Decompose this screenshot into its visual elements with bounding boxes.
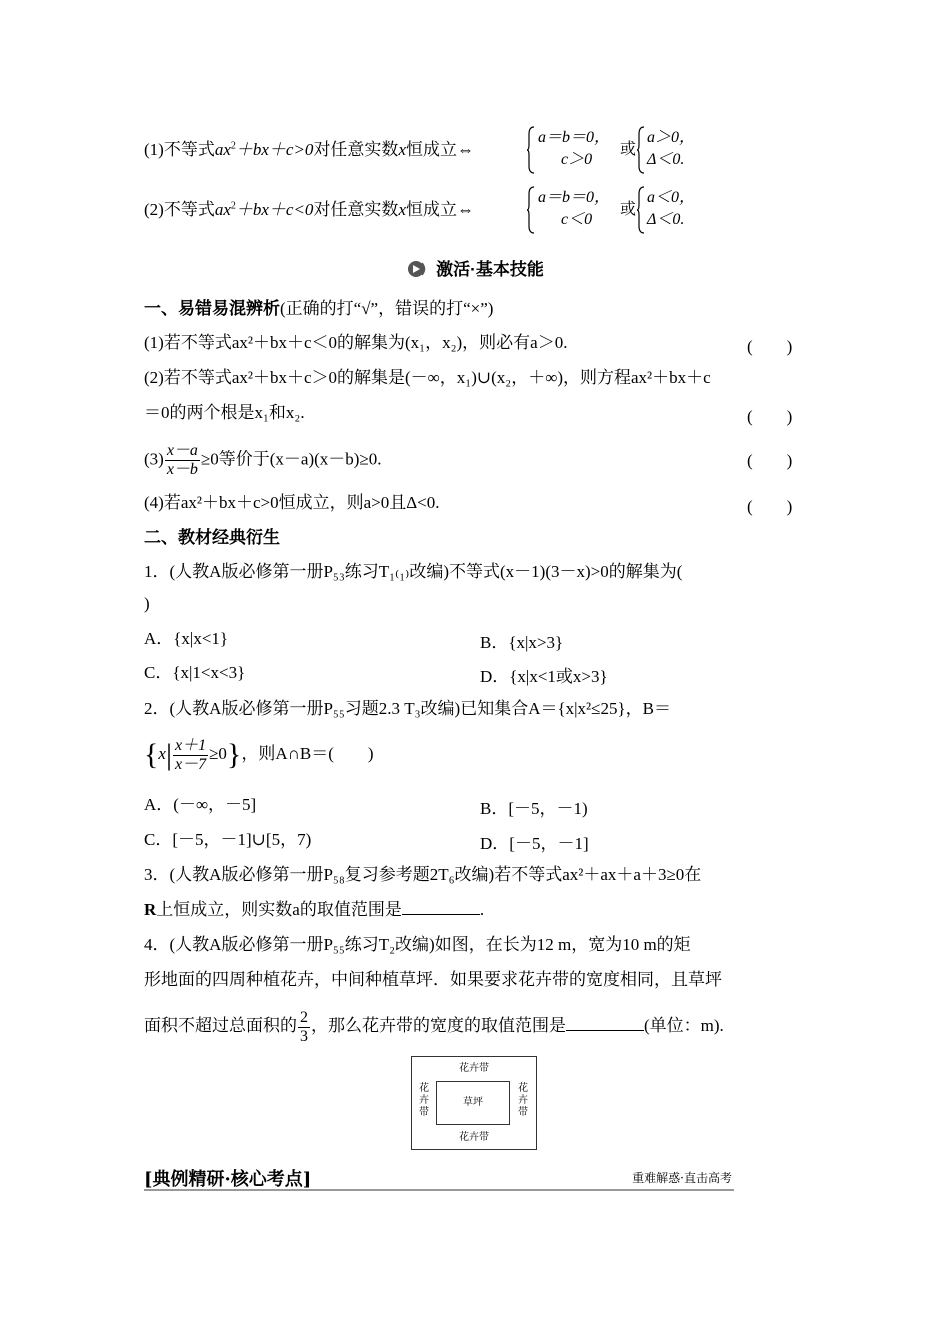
figure-lawn [436, 1081, 510, 1125]
theorem-1-case1-line1: a＝b＝0， [538, 129, 611, 146]
problem-4-line3: 面积不超过总面积的 $\frac{2}{3}$ ，那么花卉带的宽度的取值范围是 (单位：m). [144, 1008, 724, 1045]
play-circle-icon [406, 260, 428, 278]
left-brace-icon [636, 186, 646, 234]
theorem-2-case2-line1: a＜0， [647, 189, 696, 206]
question-4: (4)若ax²＋bx＋c>0恒成立，则a>0且Δ<0. [144, 493, 440, 512]
left-brace-icon [636, 126, 646, 174]
figure-label-left: 花 卉 带 [419, 1083, 429, 1118]
q3-fraction: $\frac{x-a}{x-b}$ [166, 442, 198, 478]
question-2-line2: ＝0的两个根是x₁和x₂. [144, 403, 305, 422]
theorem-1-case2-line1: a＞0， [647, 129, 696, 146]
problem-2-option-c[interactable]: C．[－5，－1]∪[5，7) [144, 830, 312, 849]
left-brace-icon [526, 126, 536, 174]
problem-1-option-d[interactable]: D．{x|x<1或x>3} [480, 667, 608, 686]
theorem-1-or: 或 [620, 141, 637, 158]
problem-1-line2: ) [144, 594, 150, 613]
theorem-2-case1-line1: a＝b＝0， [538, 189, 611, 206]
theorem-2-case2-line2: Δ＜0. [647, 211, 685, 228]
p2-fraction: $\frac{x+1}{x-7}$ [174, 736, 207, 773]
problem-3-line1: 3．(人教A版必修第一册P₅₈复习参考题2T₆改编)若不等式ax²＋ax＋a＋3≥0在 [144, 865, 702, 884]
section-heading: 激活·基本技能 [0, 255, 950, 280]
problem-3-line2: R上恒成立，则实数a的取值范围是 . [144, 900, 485, 919]
answer-blank-4[interactable] [566, 1014, 644, 1031]
footer-subtitle: 重难解惑·直击高考 [632, 1171, 732, 1185]
section-footer [144, 1165, 734, 1191]
theorem-item-2: (2)不等式$ax^2+bx+c<0$对任意实数x恒成立⇔ [144, 200, 474, 219]
theorem-1-case1-line2: c＞0 [561, 151, 593, 168]
theorem-1-case2-line2: Δ＜0. [647, 151, 685, 168]
problem-2-line2: {x| $\frac{x+1}{x-7}$ ≥0}，则A∩B＝( ) [144, 736, 374, 773]
theorem-2-or: 或 [620, 201, 637, 218]
question-2-line1: (2)若不等式ax²＋bx＋c＞0的解集是(－∞，x₁)∪(x₂，＋∞)，则方程ax²＋bx＋c [144, 368, 711, 387]
answer-paren-1[interactable]: ( ) [747, 337, 793, 356]
problem-1-line1: 1．(人教A版必修第一册P₅₃练习T₁₍₁₎改编)不等式(x－1)(3－x)>0的解集为( [144, 562, 683, 581]
theorem-2-case1-line2: c＜0 [561, 211, 593, 228]
problem-1-option-c[interactable]: C．{x|1<x<3} [144, 663, 246, 682]
footer-title: [典例精研·核心考点] [144, 1169, 312, 1190]
question-1: (1)若不等式ax²＋bx＋c＜0的解集为(x₁，x₂)，则必有a＞0. [144, 333, 568, 352]
problem-2-line1: 2．(人教A版必修第一册P₅₅习题2.3 T₃改编)已知集合A＝{x|x²≤25}，B＝ [144, 699, 671, 718]
garden-figure [411, 1056, 537, 1150]
figure-label-bottom: 花卉带 [459, 1132, 489, 1143]
answer-paren-2[interactable]: ( ) [747, 407, 793, 426]
problem-2-option-b[interactable]: B．[－5，－1) [480, 799, 588, 818]
theorem-item-1: (1)不等式$ax^2+bx+c>0$对任意实数x恒成立⇔ [144, 140, 474, 159]
answer-paren-4[interactable]: ( ) [747, 497, 793, 516]
problem-4-line2: 形地面的四周种植花卉，中间种植草坪．如果要求花卉带的宽度相同，且草坪 [144, 970, 722, 989]
part2-title: 二、教材经典衍生 [144, 528, 280, 547]
problem-2-option-a[interactable]: A．(－∞，－5] [144, 795, 257, 814]
answer-blank-3[interactable] [402, 898, 480, 915]
problem-2-option-d[interactable]: D．[－5，－1] [480, 834, 589, 853]
figure-label-top: 花卉带 [459, 1063, 489, 1074]
part1-title-line: 一、易错易混辨析(正确的打“√”，错误的打“×”) [144, 299, 494, 318]
p4-fraction: $\frac{2}{3}$ [300, 1008, 308, 1045]
problem-1-option-b[interactable]: B．{x|x>3} [480, 633, 564, 652]
answer-paren-3[interactable]: ( ) [747, 451, 793, 470]
problem-1-option-a[interactable]: A．{x|x<1} [144, 629, 229, 648]
figure-label-right: 花 卉 带 [518, 1083, 528, 1118]
question-3: (3) $\frac{x-a}{x-b}$ ≥0等价于(x－a)(x－b)≥0. [144, 442, 382, 478]
figure-label-center: 草坪 [463, 1097, 483, 1108]
problem-4-line1: 4．(人教A版必修第一册P₅₅练习T₂改编)如图，在长为12 m，宽为10 m的矩 [144, 935, 691, 954]
left-brace-icon [526, 186, 536, 234]
